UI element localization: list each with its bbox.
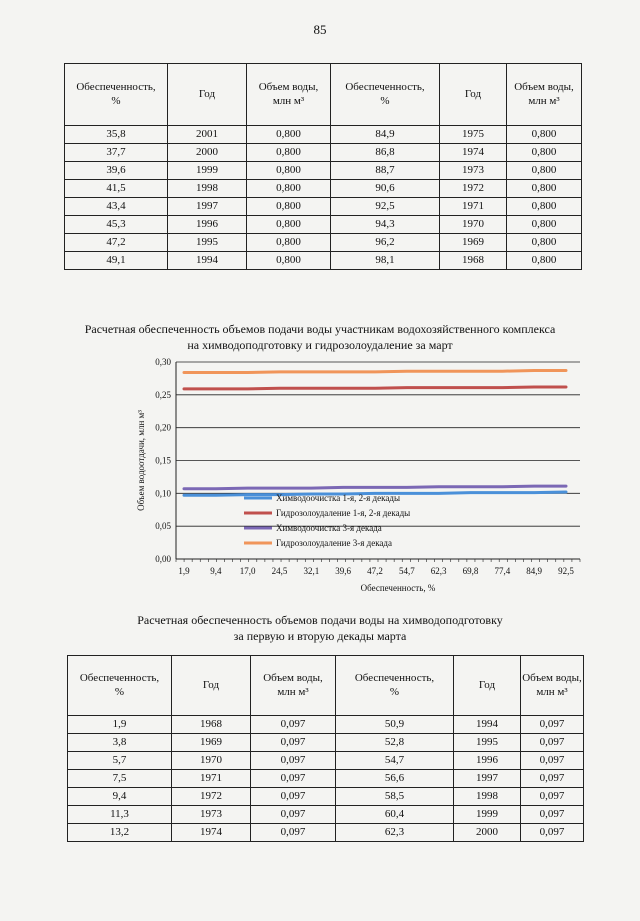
x-tick-label: 32,1 (303, 566, 320, 576)
table-cell: 0,097 (251, 752, 336, 770)
table-cell: 1972 (172, 788, 251, 806)
table-cell: 1968 (172, 716, 251, 734)
table-cell: 1972 (440, 180, 507, 198)
legend-label: Химводоочистка 3-я декада (276, 523, 382, 533)
table-cell: 84,9 (331, 126, 440, 144)
table-cell: 0,800 (247, 234, 331, 252)
table-cell: 0,800 (247, 144, 331, 162)
table-cell: 0,800 (247, 126, 331, 144)
series-line (184, 387, 566, 389)
table-cell: 98,1 (331, 252, 440, 270)
legend-label: Химводоочистка 1-я, 2-я декады (276, 493, 400, 503)
x-tick-label: 17,0 (239, 566, 256, 576)
table-cell: 1974 (440, 144, 507, 162)
table-cell: 0,800 (507, 198, 582, 216)
top-table-body (65, 126, 582, 270)
table-cell: 1996 (168, 216, 247, 234)
table-cell: 5,7 (68, 752, 172, 770)
table-cell: 1969 (172, 734, 251, 752)
header-provision: Обеспеченность, % (65, 64, 168, 126)
series-line (184, 486, 566, 489)
table-cell: 9,4 (68, 788, 172, 806)
table-cell: 62,3 (336, 824, 454, 842)
x-tick-label: 9,4 (210, 566, 222, 576)
table-cell: 13,2 (68, 824, 172, 842)
series-line (184, 371, 566, 373)
table-cell: 0,800 (507, 144, 582, 162)
table-cell: 0,097 (251, 770, 336, 788)
header-year: Год (440, 64, 507, 126)
table-row (65, 180, 582, 198)
table-cell: 2000 (454, 824, 521, 842)
x-tick-label: 62,3 (430, 566, 447, 576)
y-tick-label: 0,15 (155, 455, 171, 466)
table-cell: 1998 (168, 180, 247, 198)
table-cell: 0,097 (521, 716, 584, 734)
chart-caption (0, 321, 640, 353)
table-row (68, 824, 584, 842)
table-cell: 49,1 (65, 252, 168, 270)
table-cell: 1995 (454, 734, 521, 752)
chart-caption-line: на химводоподготовку и гидрозолоудаление за март (187, 338, 453, 352)
top-table (64, 63, 582, 270)
table-cell: 1975 (440, 126, 507, 144)
header-provision: Обеспеченность, % (331, 64, 440, 126)
x-axis-title: Обеспеченность, % (360, 583, 436, 593)
table-cell: 1996 (454, 752, 521, 770)
table-row (68, 716, 584, 734)
legend-label: Гидрозолоудаление 1-я, 2-я декады (276, 508, 411, 518)
y-tick-label: 0,05 (155, 521, 171, 532)
table-cell: 37,7 (65, 144, 168, 162)
table-cell: 0,800 (507, 252, 582, 270)
table-row (65, 162, 582, 180)
table-caption-line: Расчетная обеспеченность объемов подачи воды на химводоподготовку (137, 613, 503, 627)
table-cell: 0,800 (247, 180, 331, 198)
table-cell: 1971 (172, 770, 251, 788)
table-cell: 86,8 (331, 144, 440, 162)
table-cell: 96,2 (331, 234, 440, 252)
y-tick-label: 0,25 (155, 389, 171, 400)
table-row (65, 126, 582, 144)
table-cell: 0,097 (521, 770, 584, 788)
x-tick-label: 84,9 (526, 566, 543, 576)
table-cell: 0,800 (507, 126, 582, 144)
page-number: 85 (313, 22, 327, 37)
table-cell: 90,6 (331, 180, 440, 198)
table-cell: 1970 (172, 752, 251, 770)
table-cell: 7,5 (68, 770, 172, 788)
table-cell: 0,800 (247, 162, 331, 180)
table-row (65, 198, 582, 216)
table-cell: 0,097 (251, 716, 336, 734)
table-row (68, 806, 584, 824)
x-tick-label: 24,5 (271, 566, 288, 576)
table-cell: 0,097 (521, 806, 584, 824)
table-row (65, 216, 582, 234)
table-row (68, 734, 584, 752)
x-tick-label: 92,5 (558, 566, 574, 576)
table-cell: 39,6 (65, 162, 168, 180)
table-cell: 1997 (454, 770, 521, 788)
table-cell: 0,097 (251, 788, 336, 806)
table-cell: 1973 (172, 806, 251, 824)
table-cell: 1999 (168, 162, 247, 180)
table-cell: 47,2 (65, 234, 168, 252)
table-header-row (68, 656, 584, 716)
y-tick-label: 0,20 (155, 422, 171, 433)
table-caption-line: за первую и вторую декады марта (233, 629, 407, 643)
table-cell: 92,5 (331, 198, 440, 216)
table-row (68, 752, 584, 770)
table-cell: 2001 (168, 126, 247, 144)
table-cell: 45,3 (65, 216, 168, 234)
table-cell: 35,8 (65, 126, 168, 144)
header-year: Год (168, 64, 247, 126)
table-caption (0, 612, 640, 644)
chart-caption-line: Расчетная обеспеченность объемов подачи воды участникам водохозяйственного комплекса (84, 322, 556, 336)
table-cell: 94,3 (331, 216, 440, 234)
x-tick-label: 1,9 (178, 566, 190, 576)
table-cell: 0,097 (251, 734, 336, 752)
header-volume: Объем воды, млн м³ (247, 64, 331, 126)
header-year: Год (172, 656, 251, 716)
y-tick-label: 0,10 (155, 488, 171, 499)
table-cell: 56,6 (336, 770, 454, 788)
table-cell: 0,800 (507, 180, 582, 198)
bottom-table (67, 655, 584, 842)
table-cell: 43,4 (65, 198, 168, 216)
header-volume: Объем воды, млн м³ (521, 656, 584, 716)
table-cell: 1969 (440, 234, 507, 252)
table-cell: 1973 (440, 162, 507, 180)
table-cell: 0,097 (251, 806, 336, 824)
table-cell: 0,800 (507, 234, 582, 252)
header-provision: Обеспеченность, % (336, 656, 454, 716)
table-cell: 1997 (168, 198, 247, 216)
provision-line-chart (130, 352, 590, 597)
table-cell: 0,800 (507, 162, 582, 180)
table-cell: 1974 (172, 824, 251, 842)
table-cell: 50,9 (336, 716, 454, 734)
x-tick-label: 39,6 (335, 566, 352, 576)
table-cell: 1994 (454, 716, 521, 734)
y-tick-label: 0,30 (155, 357, 171, 367)
table-cell: 1968 (440, 252, 507, 270)
table-row (68, 788, 584, 806)
table-cell: 1,9 (68, 716, 172, 734)
table-cell: 0,097 (251, 824, 336, 842)
header-year: Год (454, 656, 521, 716)
table-cell: 0,097 (521, 824, 584, 842)
y-axis-title: Объем водоотдачи, млн м³ (136, 410, 146, 511)
table-cell: 0,800 (247, 252, 331, 270)
x-tick-label: 47,2 (367, 566, 383, 576)
table-cell: 1971 (440, 198, 507, 216)
table-cell: 0,097 (521, 788, 584, 806)
table-cell: 0,800 (247, 198, 331, 216)
table-cell: 52,8 (336, 734, 454, 752)
table-cell: 41,5 (65, 180, 168, 198)
table-cell: 0,097 (521, 734, 584, 752)
table-row (65, 144, 582, 162)
table-row (65, 252, 582, 270)
table-cell: 54,7 (336, 752, 454, 770)
y-tick-label: 0,00 (155, 554, 171, 564)
x-tick-label: 54,7 (398, 566, 415, 576)
table-cell: 2000 (168, 144, 247, 162)
header-volume: Объем воды, млн м³ (507, 64, 582, 126)
table-cell: 1994 (168, 252, 247, 270)
header-volume: Объем воды, млн м³ (251, 656, 336, 716)
x-tick-label: 77,4 (494, 566, 511, 576)
legend-label: Гидрозолоудаление 3-я декада (276, 538, 393, 548)
table-cell: 0,800 (247, 216, 331, 234)
table-cell: 88,7 (331, 162, 440, 180)
bottom-table-body (68, 716, 584, 842)
table-row (65, 234, 582, 252)
table-cell: 0,097 (521, 752, 584, 770)
table-header-row (65, 64, 582, 126)
table-cell: 11,3 (68, 806, 172, 824)
table-row (68, 770, 584, 788)
table-cell: 1970 (440, 216, 507, 234)
header-provision: Обеспеченность, % (68, 656, 172, 716)
table-cell: 58,5 (336, 788, 454, 806)
table-cell: 60,4 (336, 806, 454, 824)
x-tick-label: 69,8 (462, 566, 479, 576)
table-cell: 0,800 (507, 216, 582, 234)
table-cell: 1998 (454, 788, 521, 806)
table-cell: 1999 (454, 806, 521, 824)
table-cell: 3,8 (68, 734, 172, 752)
table-cell: 1995 (168, 234, 247, 252)
